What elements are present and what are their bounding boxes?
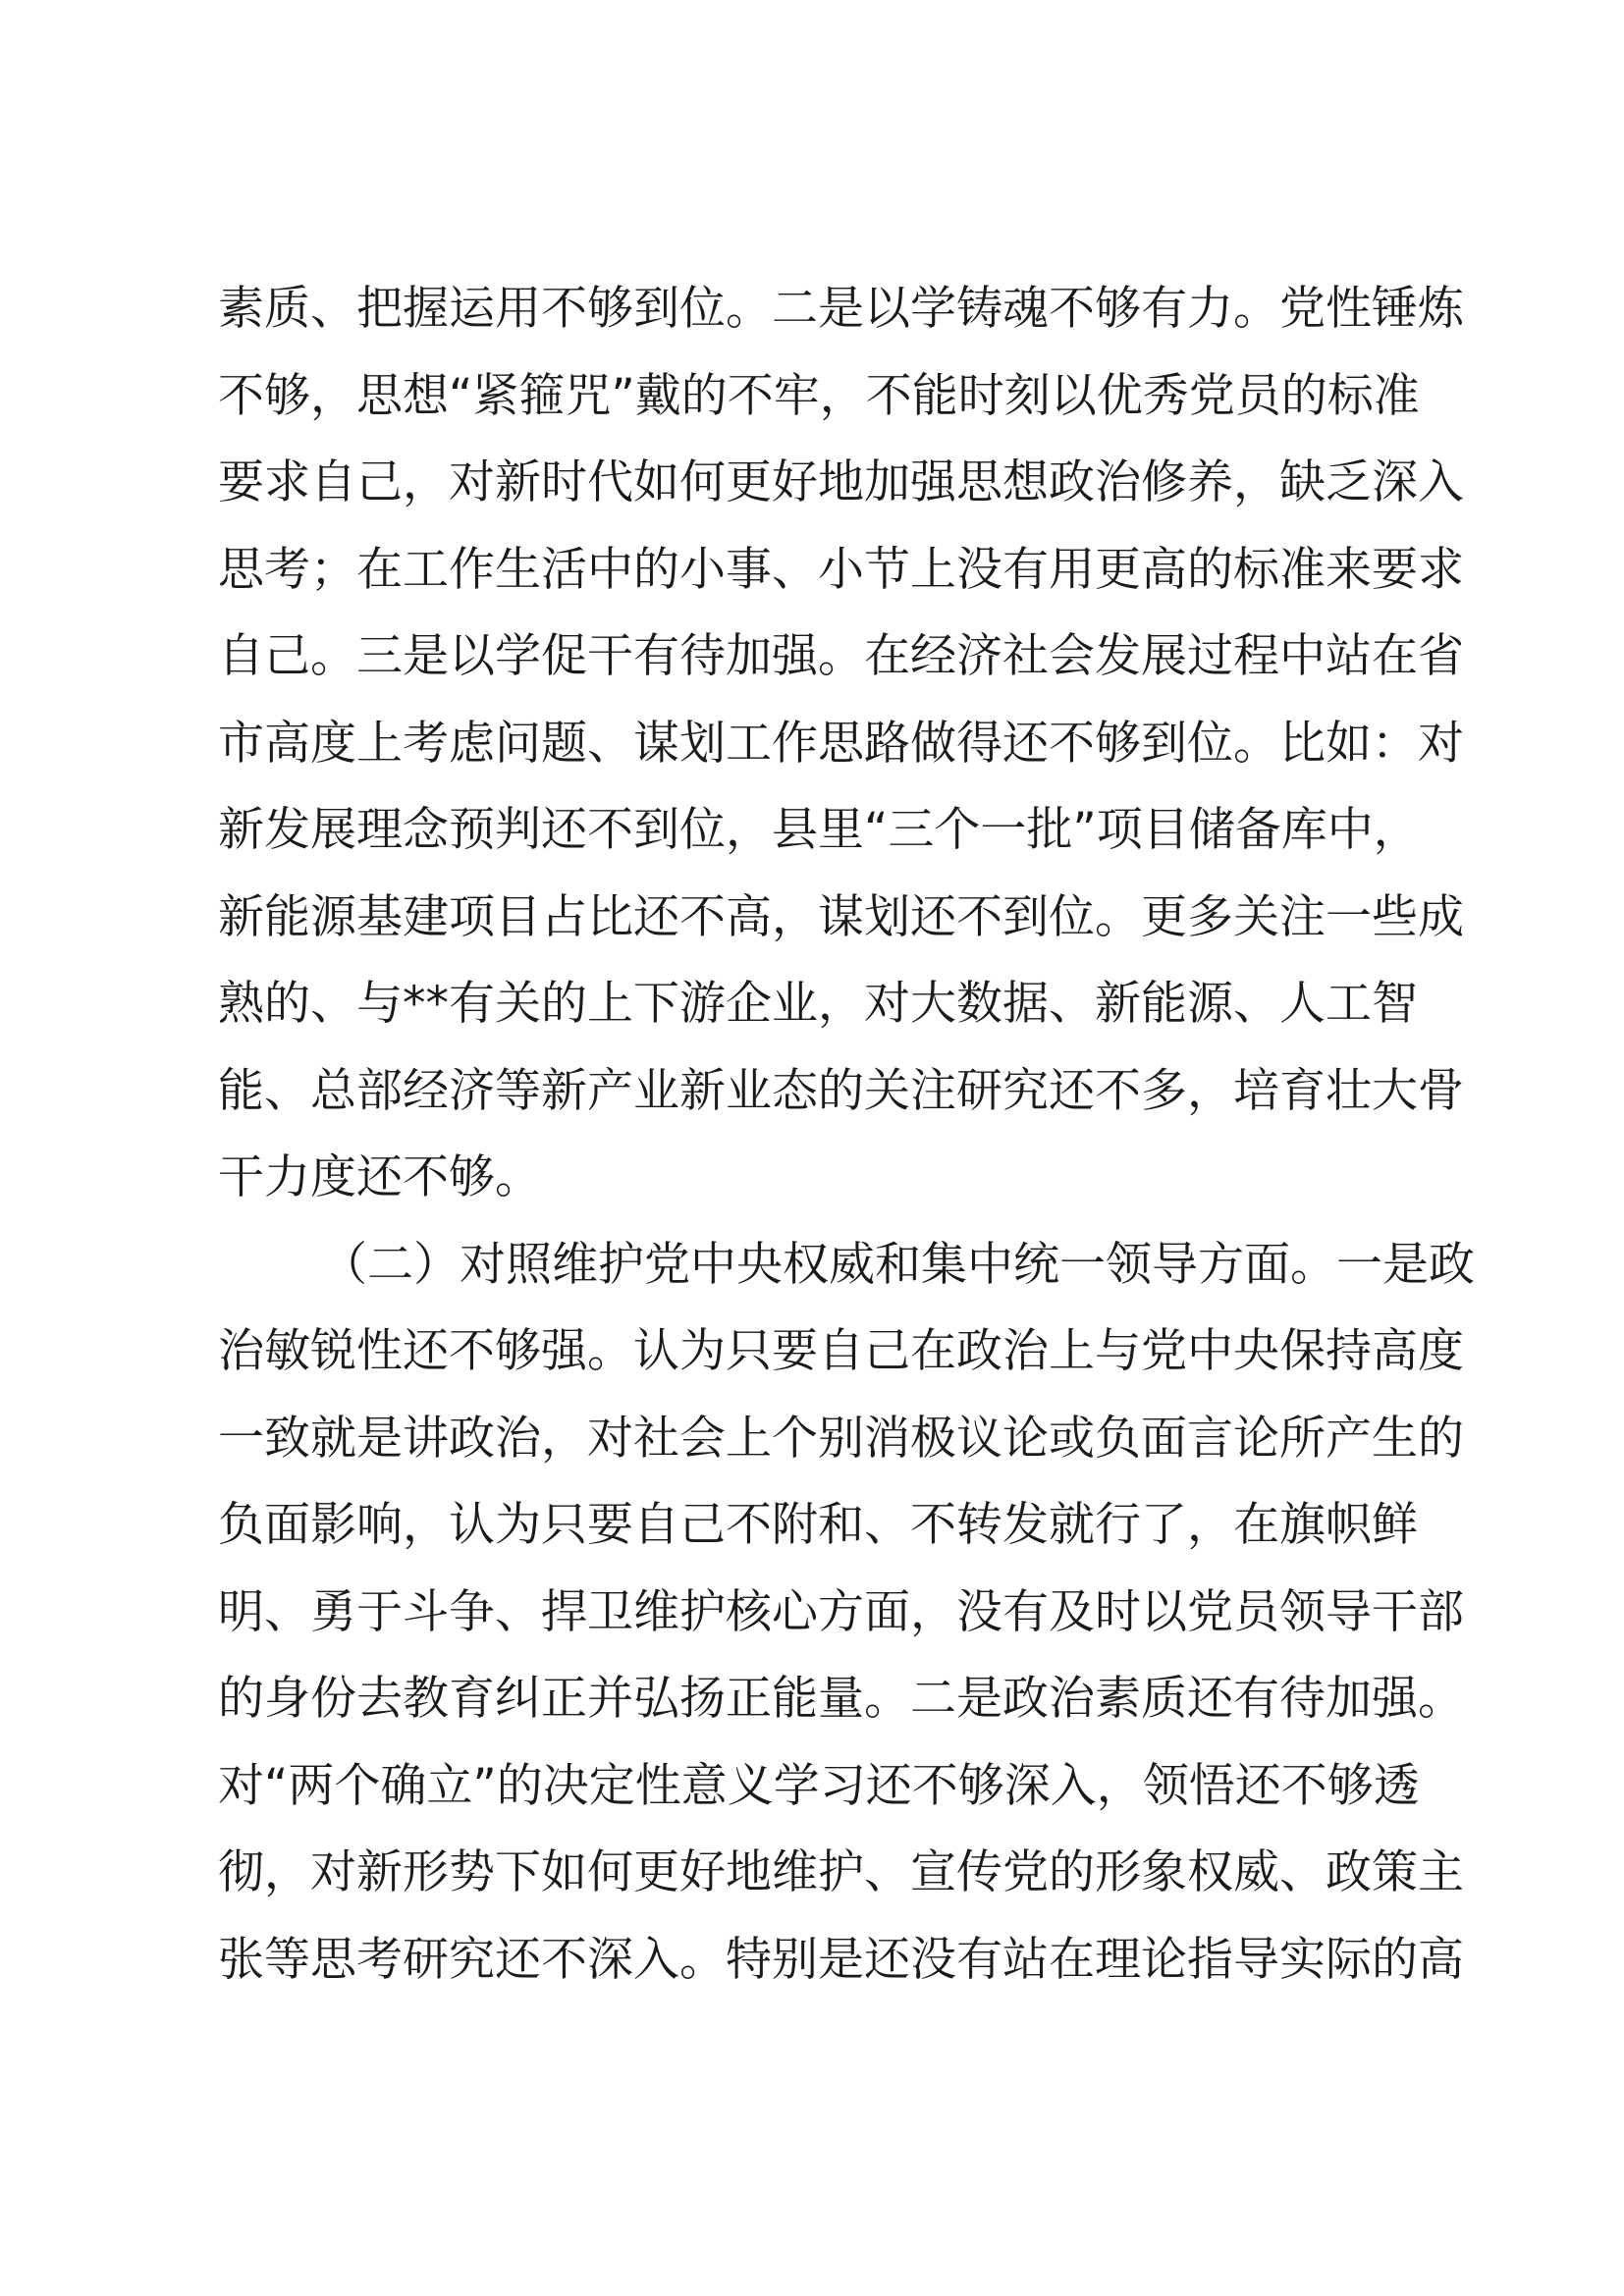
body-text — [218, 266, 1475, 2003]
text-line: 自己。三是以学促干有待加强。在经济社会发展过程中站在省 — [218, 629, 1464, 683]
text-line: 市高度上考虑问题、谋划工作思路做得还不够到位。比如：对 — [218, 716, 1464, 771]
text-line: 治敏锐性还不够强。认为只要自己在政治上与党中央保持高度 — [218, 1324, 1464, 1378]
text-line: 对“两个确立”的决定性意义学习还不够深入，领悟还不够透 — [218, 1758, 1420, 1813]
text-line: 明、勇于斗争、捍卫维护核心方面，没有及时以党员领导干部 — [218, 1584, 1464, 1639]
text-line: 素质、把握运用不够到位。二是以学铸魂不够有力。党性锤炼 — [218, 282, 1464, 336]
text-line: 能、总部经济等新产业新业态的关注研究还不多，培育壮大骨 — [218, 1063, 1464, 1118]
text-line: 张等思考研究还不深入。特别是还没有站在理论指导实际的高 — [218, 1932, 1464, 1987]
text-line: 思考；在工作生活中的小事、小节上没有用更高的标准来要求 — [218, 542, 1464, 597]
text-line: 的身份去教育纠正并弘扬正能量。二是政治素质还有待加强。 — [218, 1672, 1464, 1726]
section-heading-line: （二）对照维护党中央权威和集中统一领导方面。一是政 — [321, 1237, 1475, 1292]
text-line: 要求自己，对新时代如何更好地加强思想政治修养，缺乏深入 — [218, 455, 1464, 509]
text-line: 新发展理念预判还不到位，县里“三个一批”项目储备库中， — [218, 803, 1420, 857]
text-line: 一致就是讲政治，对社会上个别消极议论或负面言论所产生的 — [218, 1411, 1464, 1466]
text-line: 新能源基建项目占比还不高，谋划还不到位。更多关注一些成 — [218, 889, 1464, 944]
text-line: 熟的、与**有关的上下游企业，对大数据、新能源、人工智 — [218, 977, 1418, 1031]
text-line: 干力度还不够。 — [218, 1150, 541, 1204]
text-line: 负面影响，认为只要自己不附和、不转发就行了，在旗帜鲜 — [218, 1498, 1418, 1552]
text-line: 彻，对新形势下如何更好地维护、宣传党的形象权威、政策主 — [218, 1845, 1464, 1899]
text-line: 不够，思想“紧箍咒”戴的不牢，不能时刻以优秀党员的标准 — [218, 368, 1420, 423]
